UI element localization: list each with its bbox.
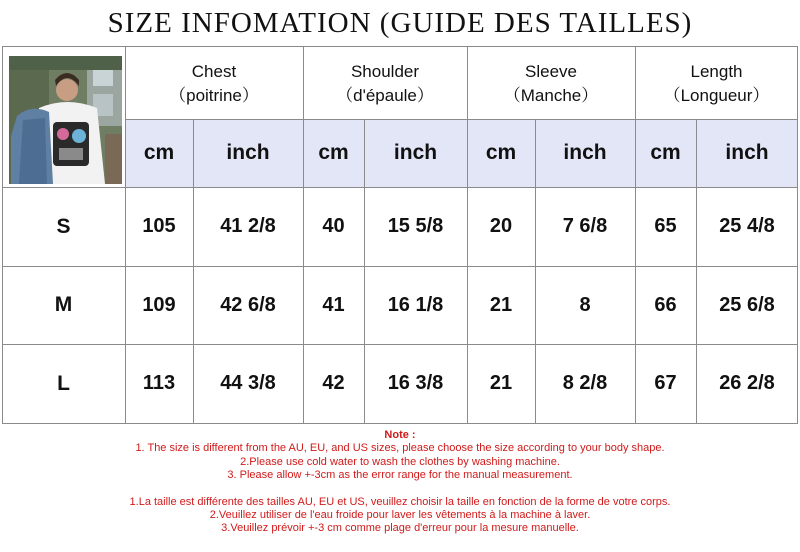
unit-inch-length: inch [696, 119, 798, 187]
grid-line [535, 119, 536, 423]
table-cell: 21 [489, 372, 513, 394]
table-cell: 65 [654, 215, 677, 237]
table-cell: 109 [142, 293, 176, 316]
unit-inch-chest: inch [193, 119, 303, 187]
table-cell: 41 2/8 [220, 215, 276, 237]
grid-line [467, 46, 468, 423]
grid-line [635, 46, 636, 423]
grid-line [125, 46, 126, 423]
table-cell: 40 [322, 215, 345, 237]
table-cell: 113 [142, 372, 176, 394]
sleeve-label: Sleeve [525, 61, 577, 81]
table-cell: 20 [489, 215, 513, 237]
shoulder-label: Shoulder [350, 61, 420, 81]
grid-line [364, 119, 365, 423]
table-cell: 7 6/8 [562, 215, 608, 237]
note-fr-3: 3.Veuillez prévoir +-3 cm comme plage d'erreur pour la mesure manuelle. [221, 522, 579, 535]
notes-heading: Note : [384, 429, 416, 441]
table-cell: 26 2/8 [719, 372, 775, 394]
grid-line [125, 119, 798, 120]
length-label: Length [690, 61, 743, 81]
table-cell: 41 [322, 293, 345, 316]
note-en-2: 2.Please use cold water to wash the clothes by washing machine. [240, 455, 560, 468]
note-fr-2: 2.Veuillez utiliser de l'eau froide pour laver les vêtements à la machine à laver. [209, 509, 591, 522]
table-cell: 8 [579, 293, 591, 316]
grid-line [2, 46, 798, 47]
column-header-shoulder [303, 48, 467, 119]
grid-line [2, 344, 798, 345]
unit-cm-length: cm [635, 119, 696, 187]
table-cell: 105 [142, 215, 176, 237]
size-label-s: S [56, 214, 71, 238]
table-cell: 42 6/8 [220, 293, 276, 316]
shoulder-label-fr: （d'épaule） [336, 85, 434, 105]
column-header-length [635, 48, 798, 119]
note-fr-1: 1.La taille est différente des tailles AU, EU et US, veuillez choisir la taille en fonction de la forme de votre corps. [129, 495, 671, 508]
unit-cm-chest: cm [125, 119, 193, 187]
note-en-3: 3. Please allow +-3cm as the error range for the manual measurement. [227, 469, 573, 482]
table-cell: 15 5/8 [387, 215, 444, 237]
table-cell: 16 1/8 [387, 293, 444, 316]
note-en-1: 1. The size is different from the AU, EU, and US sizes, please choose the size according to your body shape. [135, 442, 665, 455]
table-cell: 66 [654, 293, 677, 316]
table-cell: 21 [489, 293, 513, 316]
table-cell: 67 [654, 372, 677, 394]
table-cell: 16 3/8 [387, 372, 444, 394]
table-cell: 8 2/8 [562, 372, 608, 394]
column-header-chest [125, 48, 303, 119]
unit-cm-shoulder: cm [303, 119, 364, 187]
table-cell: 25 4/8 [719, 215, 775, 237]
length-label-fr: （Longueur） [663, 85, 770, 105]
grid-line [696, 119, 697, 423]
table-cell: 44 3/8 [220, 372, 276, 394]
grid-line [2, 266, 798, 267]
table-cell: 25 6/8 [719, 293, 775, 316]
grid-line [2, 187, 798, 188]
chest-label-fr: （poitrine） [169, 85, 259, 105]
column-header-sleeve [467, 48, 635, 119]
grid-line [303, 46, 304, 423]
sleeve-label-fr: （Manche） [503, 85, 599, 105]
size-label-l: L [57, 371, 70, 395]
model-wearing-shirt-image [9, 56, 122, 184]
product-photo [9, 56, 122, 184]
chest-label: Chest [191, 61, 237, 81]
notes-section [4, 423, 796, 550]
table-cell: 42 [322, 372, 345, 394]
grid-line [797, 46, 798, 423]
unit-cm-sleeve: cm [467, 119, 535, 187]
size-label-m: M [54, 293, 73, 316]
unit-inch-sleeve: inch [535, 119, 635, 187]
unit-inch-shoulder: inch [364, 119, 467, 187]
page-title: SIZE INFOMATION (GUIDE DES TAILLES) [107, 6, 693, 39]
grid-line [2, 46, 3, 423]
grid-line [193, 119, 194, 423]
